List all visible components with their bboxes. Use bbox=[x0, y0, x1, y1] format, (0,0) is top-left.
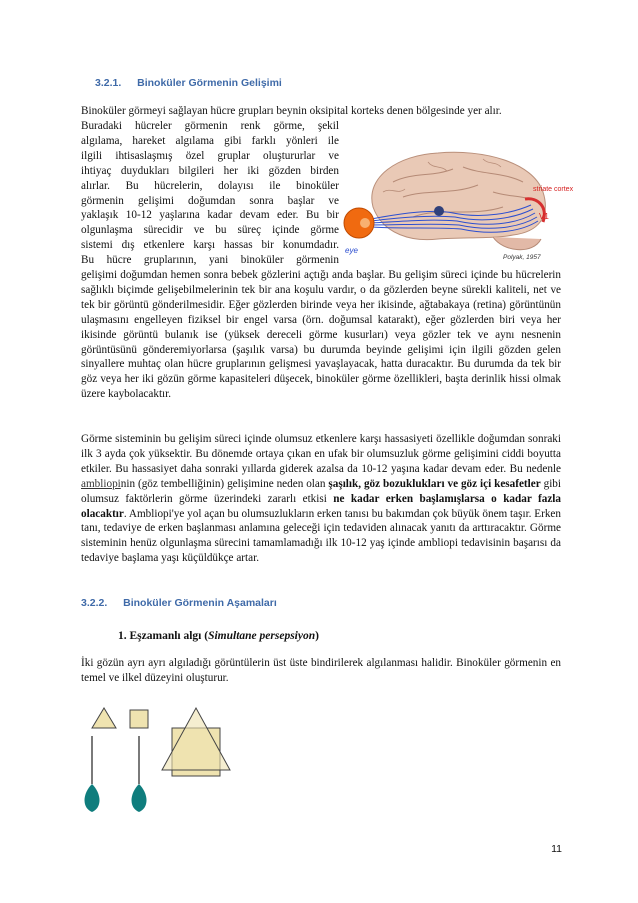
label-v1: V1 bbox=[539, 212, 549, 221]
wrap-line: yaklaşık 10-12 yaşlarına kadar devam eder. Bu bir bbox=[81, 209, 339, 222]
p2-text-d: . Ambliopi'ye yol açan bu olumsuzlukların erken tanısı bu bakımdan çok büyük önem taşır. Erken tanı, tedaviye de erken başlanması anlamına geleceği için tedaviden alınacak yanıtı da arttıracaktır. Görme sisteminin henüz olgunlaşma sürecini tamamlamadığı ilk 10-12 yaş içinde ambliopi tedavisinin başarısı da tedaviye başlama yaşı küçüldükçe artar. bbox=[81, 507, 561, 565]
wrap-line: alırlar. Bu hücrelerin, dolayısı ile binoküler bbox=[81, 179, 339, 192]
brain-visual-pathway-illustration bbox=[343, 147, 574, 263]
ambliopi-link[interactable]: ambliopi bbox=[81, 477, 121, 490]
p2-bold-2: ne kadar erken başlamışlarsa o kadar fazla olacaktır bbox=[81, 492, 561, 520]
section-heading-3-2-1 bbox=[95, 77, 282, 89]
section-title: Binoküler Görmenin Aşamaları bbox=[123, 597, 277, 609]
wrap-line: sistemi dış etkenlere karşı hassas bir konumdadır. bbox=[81, 239, 339, 252]
wrap-line: Bu hücre gruplarının, yani binoküler görmenin bbox=[81, 254, 339, 267]
paragraph-1-rest bbox=[81, 268, 561, 402]
paragraph-1-line1-text: Binoküler görmeyi sağlayan hücre grupları beynin oksipital korteks denen bölgesinde yer alır. bbox=[81, 105, 502, 117]
wrap-line: görmenin gelişimi doğumdan sonra başlar ve bbox=[81, 194, 339, 207]
p2-text-a: Görme sisteminin bu gelişim süreci içinde olumsuz etkenlere karşı hassasiyeti özellikle doğumdan sonraki ilk 3 ayda çok yüksektir. Bu dönemde ortaya çıkan en ufak bir olumsuzluk görme gelişimini ciddi boyutta etkiler. Bu hassasiyet daha sonraki yıllarda giderek azalsa da 10-12 yaşına kadar devam eder. Bu nedenle bbox=[81, 433, 561, 475]
wrap-line: Buradaki hücreler görmenin renk görme, şekil bbox=[81, 120, 339, 132]
p2-bold-1: şaşılık, göz bozuklukları ve göz içi kesafetler bbox=[328, 477, 541, 490]
wrap-line: algılama, hareket algılama gibi farklı yönleri ile bbox=[81, 134, 339, 147]
item-1-close: ) bbox=[315, 630, 319, 642]
wrap-line: olgunlaşma sürecidir ve bu süreç içinde görme bbox=[81, 224, 339, 237]
item-1-heading bbox=[118, 630, 319, 642]
label-striate-cortex: striate cortex bbox=[533, 186, 574, 193]
section-number: 3.2.1. bbox=[95, 77, 122, 89]
simultaneous-perception-figure bbox=[80, 700, 240, 820]
paragraph-1-line1 bbox=[81, 104, 561, 119]
wrap-line: ihtiyaç duydukları bilgileri her iki gözden birden bbox=[81, 164, 339, 177]
label-eye: eye bbox=[345, 246, 358, 255]
section-heading-3-2-2 bbox=[81, 597, 277, 609]
p2-text-c: gibi olumsuz faktörlerin görme üzerindeki zararlı etkisi bbox=[81, 477, 562, 505]
label-credit: Polyak, 1957 bbox=[503, 254, 541, 261]
page-number: 11 bbox=[551, 843, 562, 855]
section-number: 3.2.2. bbox=[81, 597, 108, 609]
square-shape bbox=[130, 710, 148, 728]
paragraph-3 bbox=[81, 656, 561, 686]
p2-text-b: nin (göz tembelliğinin) gelişimine neden olan bbox=[120, 477, 329, 490]
item-1-italic: Simultane persepsiyon bbox=[208, 630, 316, 642]
right-eye-icon bbox=[132, 784, 147, 812]
wrap-line: ilgili ihtisaslaşmış özel gruplar oluştururlar ve bbox=[81, 149, 339, 162]
triangle-shape bbox=[92, 708, 116, 728]
left-eye-icon bbox=[85, 784, 100, 812]
paragraph-1-rest-text: gelişimi doğumdan hemen sonra bebek gözlerini açtığı anda başlar. Bu gelişim süreci içinde bu hücrelerin sağlıklı biçimde gelişebilmelerinin tek bir ana koşulu vardır, o da gözlerden beyne sürekli kaliteli, net ve tek bir görüntü gönderilmesidir. Eğer gözlerden birinde veya her ikisinde, ağtabakaya (retina) görüntünün ulaşmasını engelleyen fiziksel bir engel varsa (örn. doğumsal katarakt), eğer gözlerden biri veya her ikisinde görüntü bulanık ise (yüksek dereceli görme kusurları) veya gözler tek ve aynı nesnenin görüntüsünü gönderemiyorlarsa (şaşılık varsa) bu durumda beyinde gelişimi için ilgili gözden gelen sinyallere muhtaç olan hücre gruplarının gelişmesi yavaşlayacak, hatta duracaktır. Bu durumda da tek bir göz veya her iki gözün görme kapasiteleri düşecek, binoküler görme özellikleri, başta derinlik hissi olmak üzere kaybolacaktır. bbox=[81, 269, 561, 401]
paragraph-3-text: İki gözün ayrı ayrı algıladığı görüntülerin üst üste bindirilerek algılanması halidir. Binoküler görmenin en temel ve ilkel düzeyini oluşturur. bbox=[81, 657, 561, 684]
section-title: Binoküler Görmenin Gelişimi bbox=[137, 77, 282, 89]
paragraph-1-wrapped bbox=[81, 119, 339, 268]
item-1-label: 1. Eşzamanlı algı ( bbox=[118, 630, 209, 642]
paragraph-2 bbox=[81, 432, 561, 566]
